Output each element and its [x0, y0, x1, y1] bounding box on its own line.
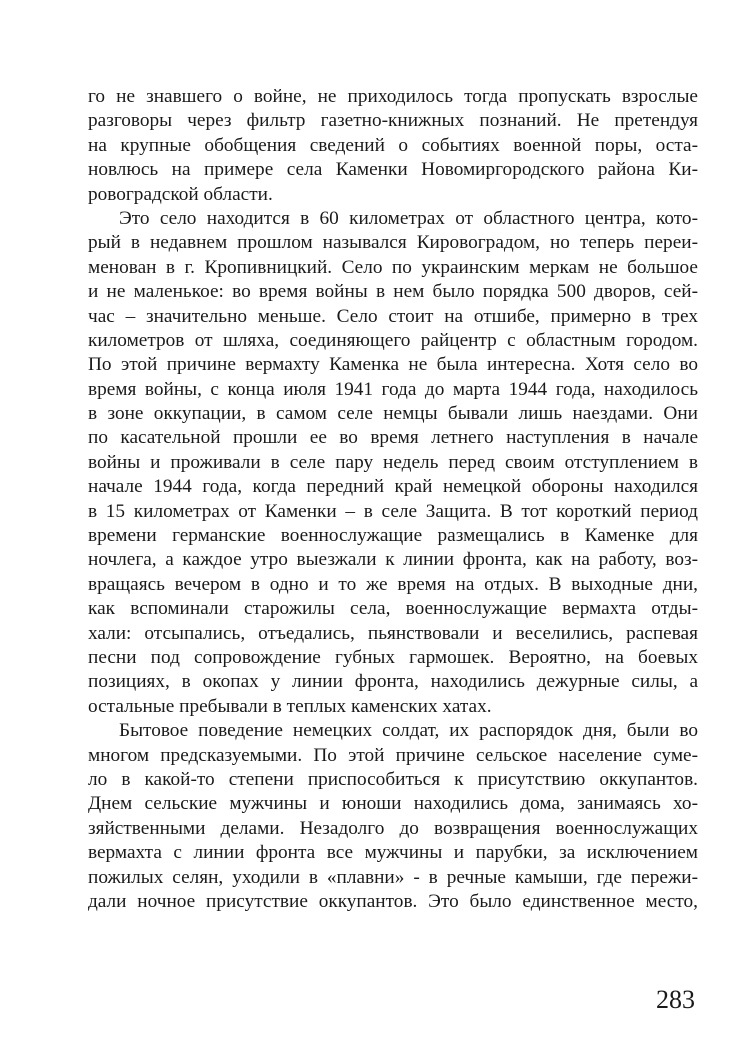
text-line: зяйственными делами. Незадолго до возвращения военнослужащих [88, 817, 698, 839]
text-line: разговоры через фильтр газетно-книжных познаний. Не претендуя [88, 110, 698, 132]
text-line: остальные пребывали в теплых каменских хатах. [88, 695, 492, 717]
text-line: ровоградской области. [88, 183, 273, 205]
text-line: хали: отсыпались, отъедались, пьянствовали и веселились, распевая [88, 622, 698, 644]
text-line: на крупные обобщения сведений о событиях военной поры, оста- [88, 134, 698, 156]
paragraph [88, 85, 698, 207]
text-line: времени германские военнослужащие размещались в Каменке для [88, 525, 698, 547]
text-line: начале 1944 года, когда передний край немецкой обороны находился [88, 476, 698, 498]
text-line: километров от шляха, соединяющего райцентр с областным городом. [88, 329, 698, 351]
text-line: Днем сельские мужчины и юноши находились дома, занимаясь хо- [88, 793, 698, 815]
text-line: в зоне оккупации, в самом селе немцы бывали лишь наездами. Они [88, 403, 698, 425]
text-line: ло в какой-то степени приспособиться к присутствию оккупантов. [88, 768, 698, 790]
text-line: позициях, в окопах у линии фронта, находились дежурные силы, а [88, 671, 698, 693]
text-line: ночлега, а каждое утро выезжали к линии фронта, как на работу, воз- [88, 549, 698, 571]
text-line: вермахта с линии фронта все мужчины и парубки, за исключением [88, 842, 698, 864]
text-line: как вспоминали старожилы села, военнослужащие вермахта отды- [88, 598, 698, 620]
text-line: многом предсказуемыми. По этой причине сельское население суме- [88, 744, 698, 766]
text-line: По этой причине вермахту Каменка не была интересна. Хотя село во [88, 354, 698, 376]
text-line: дали ночное присутствие оккупантов. Это было единственное место, [88, 890, 698, 912]
text-line: время войны, с конца июля 1941 года до марта 1944 года, находилось [88, 378, 698, 400]
text-line: час – значительно меньше. Село стоит на отшибе, примерно в трех [88, 305, 698, 327]
text-line: песни под сопровождение губных гармошек. Вероятно, на боевых [88, 646, 698, 668]
text-line: менован в г. Кропивницкий. Село по украинским меркам не большое [88, 256, 698, 278]
text-line: Бытовое поведение немецких солдат, их распорядок дня, были во [119, 720, 698, 742]
text-line: и не маленькое: во время войны в нем было порядка 500 дворов, сей- [88, 281, 698, 303]
body-text [88, 85, 698, 914]
text-line: войны и проживали в селе пару недель перед своим отступлением в [88, 451, 698, 473]
paragraph [88, 207, 698, 719]
text-line: Это село находится в 60 километрах от областного центра, кото- [119, 207, 698, 229]
text-line: пожилых селян, уходили в «плавни» - в речные камыши, где пережи- [88, 866, 698, 888]
text-line: го не знавшего о войне, не приходилось тогда пропускать взрослые [88, 86, 698, 107]
text-line: новлюсь на примере села Каменки Новомиргородского района Ки- [88, 159, 698, 181]
paragraph [88, 719, 698, 914]
page-number: 283 [656, 985, 695, 1014]
text-line: в 15 километрах от Каменки – в селе Защита. В тот короткий период [88, 500, 698, 522]
text-line: по касательной прошли ее во время летнего наступления в начале [88, 427, 698, 449]
text-line: вращаясь вечером в одно и то же время на отдых. В выходные дни, [88, 573, 698, 595]
text-line: рый в недавнем прошлом назывался Кировоградом, но теперь переи- [88, 232, 698, 254]
